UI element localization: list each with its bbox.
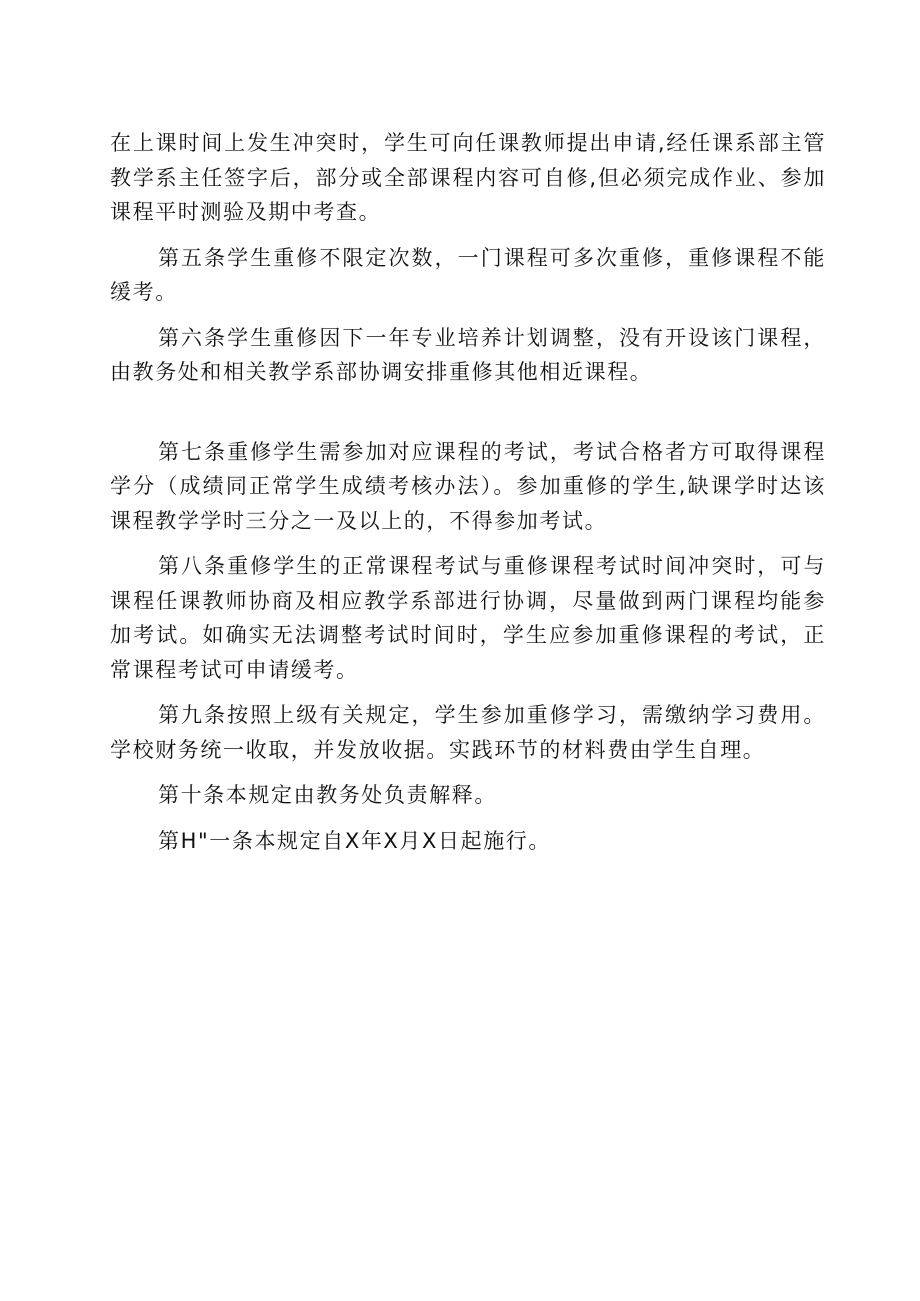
article-8: 第八条重修学生的正常课程考试与重修课程考试时间冲突时，可与课程任课教师协商及相应教学系部进行协调，尽量做到两门课程均能参加考试。如确实无法调整考试时间时，学生应参加重修课程的考试，正常课程考试可申请缓考。 <box>110 554 826 682</box>
article-9: 第九条按照上级有关规定，学生参加重修学习，需缴纳学习费用。学校财务统一收取，并发放收据。实践环节的材料费由学生自理。 <box>110 703 826 762</box>
article-10: 第十条本规定由教务处负责解释。 <box>158 783 497 807</box>
article-6: 第六条学生重修因下一年专业培养计划调整，没有开设该门课程，由教务处和相关教学系部协调安排重修其他相近课程。 <box>110 325 826 384</box>
paragraph-gap <box>110 401 826 435</box>
article-5: 第五条学生重修不限定次数，一门课程可多次重修，重修课程不能缓考。 <box>110 245 826 304</box>
article-11: 第H"一条本规定自X年X月X日起施行。 <box>158 828 552 853</box>
paragraph-continuation: 在上课时间上发生冲突时，学生可向任课教师提出申请,经任课系部主管教学系主任签字后，部分或全部课程内容可自修,但必须完成作业、参加课程平时测验及期中考查。 <box>110 131 826 224</box>
document-body <box>110 126 826 869</box>
article-7: 第七条重修学生需参加对应课程的考试，考试合格者方可取得课程学分（成绩同正常学生成绩考核办法）。参加重修的学生,缺课学时达该课程教学学时三分之一及以上的，不得参加考试。 <box>110 439 826 533</box>
